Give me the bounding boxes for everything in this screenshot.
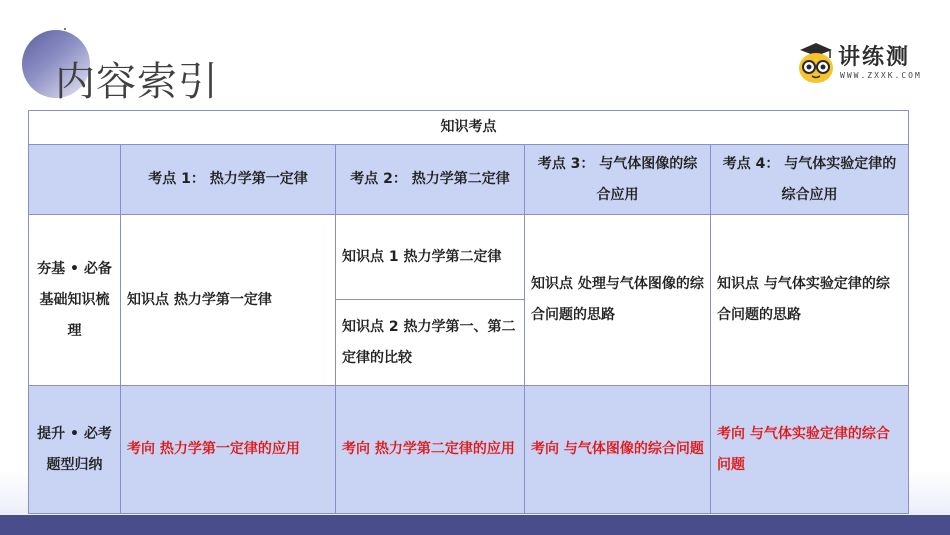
column-header: 考点 2： 热力学第二定律 xyxy=(336,145,525,215)
table-title: 知识考点 xyxy=(29,111,909,145)
owl-mascot-icon xyxy=(796,40,836,84)
logo xyxy=(796,38,926,88)
row-label: 提升 • 必考题型归纳 xyxy=(29,386,121,514)
table-title-row xyxy=(29,111,909,145)
knowledge-index-table xyxy=(28,110,909,514)
table-cell: 知识点 2 热力学第一、第二定律的比较 xyxy=(336,300,525,386)
logo-text: 讲练测 xyxy=(838,45,911,70)
page-title: 内容索引 xyxy=(55,59,219,105)
table-cell: 考向 与气体实验定律的综合问题 xyxy=(711,386,909,514)
table-header-row xyxy=(29,145,909,215)
table-row xyxy=(29,215,909,300)
table-cell: 知识点 与气体实验定律的综合问题的思路 xyxy=(711,215,909,386)
table-cell: 知识点 处理与气体图像的综合问题的思路 xyxy=(525,215,711,386)
logo-subtext: WWW.ZXXK.COM xyxy=(840,71,922,80)
table-cell: 考向 热力学第二定律的应用 xyxy=(336,386,525,514)
column-header: 考点 4： 与气体实验定律的综合应用 xyxy=(711,145,909,215)
table-cell: 知识点 热力学第一定律 xyxy=(121,215,336,386)
table-row xyxy=(29,386,909,514)
column-header: 考点 3： 与气体图像的综合应用 xyxy=(525,145,711,215)
table-cell: 考向 与气体图像的综合问题 xyxy=(525,386,711,514)
row-label: 夯基 • 必备基础知识梳理 xyxy=(29,215,121,386)
table-cell: 知识点 1 热力学第二定律 xyxy=(336,215,525,300)
header-empty-cell xyxy=(29,145,121,215)
bottom-bar xyxy=(0,515,950,535)
decoration-dot xyxy=(64,28,66,30)
column-header: 考点 1： 热力学第一定律 xyxy=(121,145,336,215)
table-cell: 考向 热力学第一定律的应用 xyxy=(121,386,336,514)
